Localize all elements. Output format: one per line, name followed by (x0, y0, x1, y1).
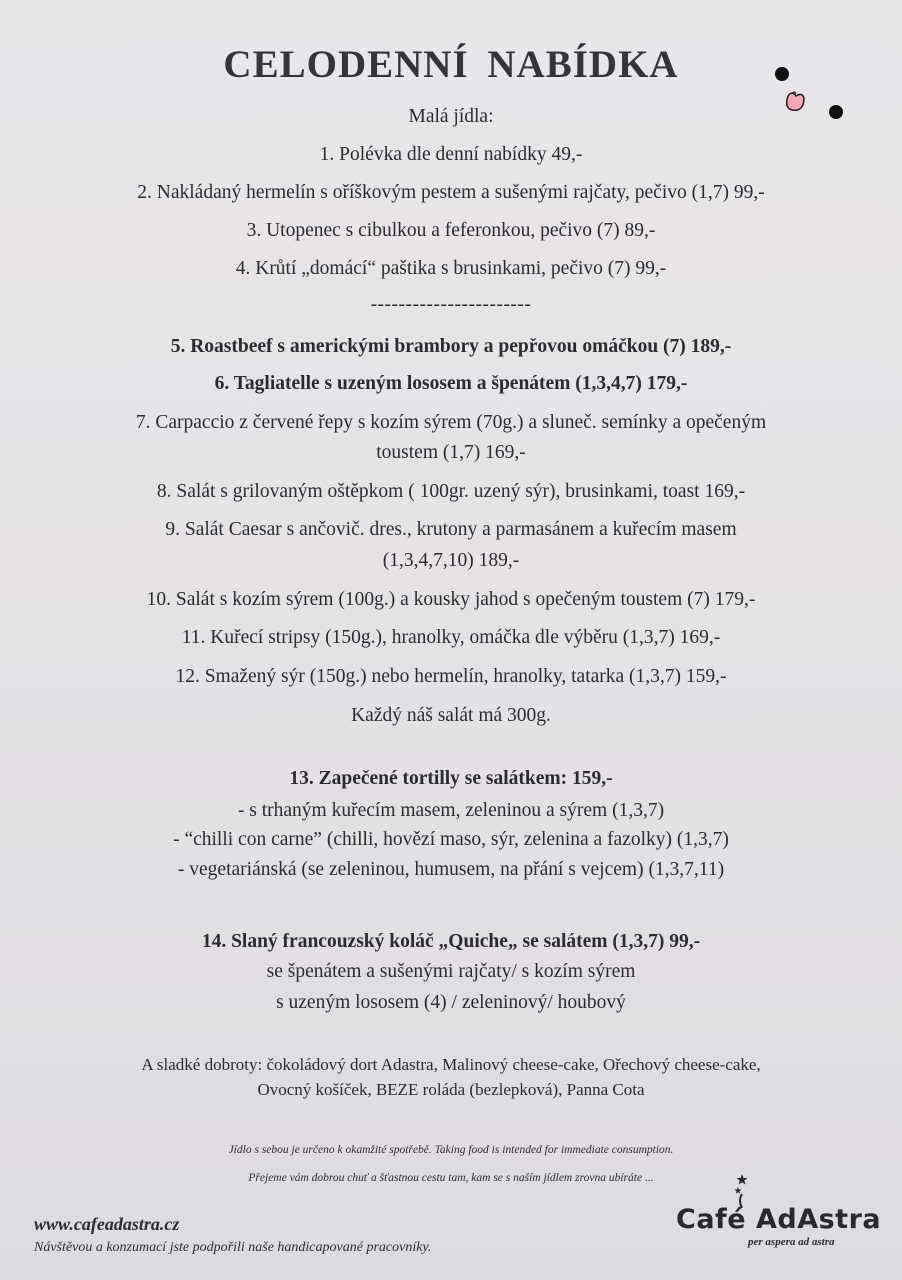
menu-item-14-heading: 14. Slaný francouzský koláč „Quiche„ se salátem (1,3,7) 99,- (201, 931, 701, 952)
menu-item-7-cont: toustem (1,7) 169,- (376, 442, 526, 463)
menu-item-9: 9. Salát Caesar s ančovič. dres., krutony a parmasánem a kuřecím masem (165, 519, 737, 540)
salad-weight-note: Každý náš salát má 300g. (351, 705, 551, 726)
menu-item-8: 8. Salát s grilovaným oštěpkom ( 100gr. uzený sýr), brusinkami, toast 169,- (156, 481, 746, 502)
desserts-line-2: Ovocný košíček, BEZE roláda (bezlepková), Panna Cota (257, 1080, 645, 1099)
tortilla-option-2: - “chilli con carne” (chilli, hovězí maso, sýr, zelenina a fazolky) (1,3,7) (173, 829, 729, 850)
quiche-option-1: se špenátem a sušenými rajčaty/ s kozím sýrem (266, 961, 636, 982)
menu-item-9-cont: (1,3,4,7,10) 189,- (382, 550, 520, 571)
menu-item-7: 7. Carpaccio z červené řepy s kozím sýrem (70g.) a sluneč. semínky a opečeným (135, 412, 767, 433)
support-note: Návštěvou a konzumací jste podpořili naše handicapované pracovníky. (34, 1240, 432, 1255)
quiche-option-2: s uzeným lososem (4) / zeleninový/ houbový (276, 992, 626, 1013)
menu-item-13-heading: 13. Zapečené tortilly se salátkem: 159,- (289, 768, 613, 789)
wish-note: Přejeme vám dobrou chuť a šťastnou cestu tam, kam se s naším jídlem zrovna ubíráte ... (248, 1172, 654, 1184)
menu-item-3: 3. Utopenec s cibulkou a feferonkou, pečivo (7) 89,- (246, 220, 656, 241)
menu-title: CELODENNÍ NABÍDKA (223, 43, 679, 86)
menu-item-10: 10. Salát s kozím sýrem (100g.) a kousky jahod s opečeným toustem (7) 179,- (146, 589, 756, 610)
separator-line: ----------------------- (370, 294, 532, 315)
logo-tagline: per aspera ad astra (748, 1236, 835, 1248)
cafe-adastra-logo (676, 1172, 882, 1252)
section-small-dishes: Malá jídla: (408, 106, 494, 127)
website-url: www.cafeadastra.cz (34, 1214, 180, 1234)
desserts-line-1: A sladké dobroty: čokoládový dort Adastra, Malinový cheese-cake, Ořechový cheese-cake, (141, 1055, 761, 1074)
tortilla-option-3: - vegetariánská (se zeleninou, humusem, na přání s vejcem) (1,3,7,11) (177, 859, 725, 880)
menu-item-5: 5. Roastbeef s americkými brambory a pepřovou omáčkou (7) 189,- (170, 336, 732, 357)
takeaway-note: Jídlo s sebou je určeno k okamžité spotřebě. Taking food is intended for immediate consumption. (228, 1144, 674, 1156)
logo-name: Café AdAstra (676, 1204, 882, 1235)
menu-item-6: 6. Tagliatelle s uzeným lososem a špenátem (1,3,4,7) 179,- (214, 373, 688, 394)
menu-item-12: 12. Smažený sýr (150g.) nebo hermelín, hranolky, tatarka (1,3,7) 159,- (175, 666, 727, 687)
menu-item-4: 4. Krůtí „domácí“ paštika s brusinkami, pečivo (7) 99,- (235, 258, 667, 279)
menu-item-1: 1. Polévka dle denní nabídky 49,- (319, 144, 583, 165)
menu-item-2: 2. Nakládaný hermelín s oříškovým pestem a sušenými rajčaty, pečivo (1,7) 99,- (137, 182, 765, 203)
menu-item-11: 11. Kuřecí stripsy (150g.), hranolky, omáčka dle výběru (1,3,7) 169,- (181, 627, 721, 648)
tortilla-option-1: - s trhaným kuřecím masem, zeleninou a sýrem (1,3,7) (237, 800, 665, 821)
